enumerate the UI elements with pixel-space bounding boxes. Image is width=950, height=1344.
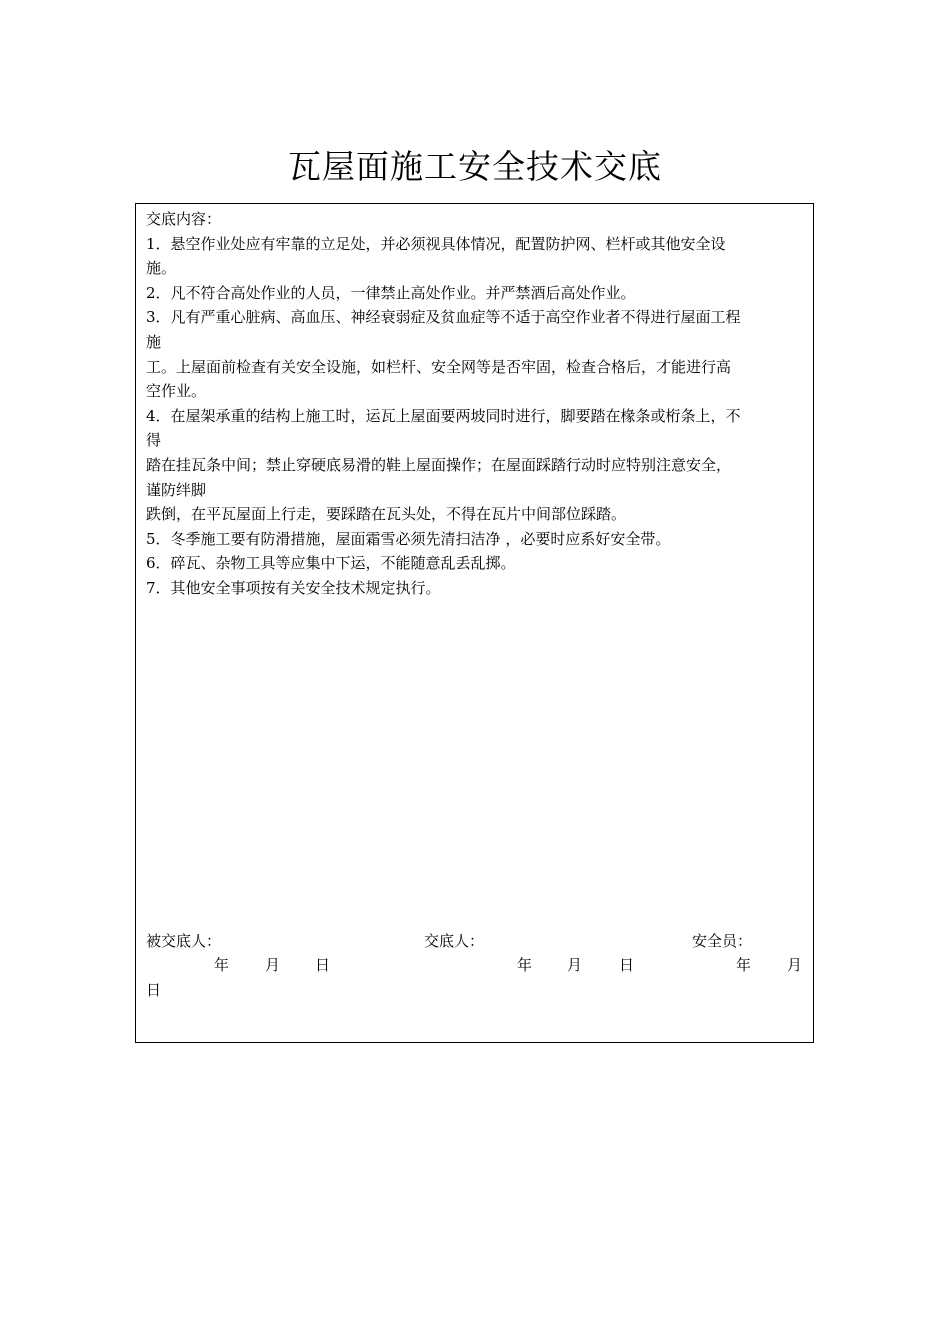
content-line: 踏在挂瓦条中间；禁止穿硬底易滑的鞋上屋面操作；在屋面踩踏行动时应特别注意安全， — [146, 455, 732, 474]
content-label: 交底内容： — [146, 210, 222, 228]
content-line: 2．凡不符合高处作业的人员，一律禁止高处作业。并严禁酒后高处作业。 — [146, 283, 636, 302]
safety-officer-label: 安全员： — [692, 932, 753, 950]
presenter-date-day: 日 — [619, 956, 635, 974]
content-line: 跌倒，在平瓦屋面上行走，要踩踏在瓦头处，不得在瓦片中间部位踩踏。 — [146, 505, 627, 524]
presenter-label: 交底人： — [424, 932, 485, 950]
content-line: 得 — [146, 431, 162, 450]
content-line: 施 — [146, 332, 162, 351]
content-body — [146, 207, 808, 601]
document-title: 瓦屋面施工安全技术交底 — [288, 147, 662, 186]
date-row — [146, 953, 808, 1003]
receiver-date-month: 月 — [265, 956, 281, 974]
content-line: 工。上屋面前检查有关安全设施，如栏杆、安全网等是否牢固，检查合格后，才能进行高 — [146, 357, 732, 376]
content-line: 谨防绊脚 — [146, 480, 207, 499]
content-line: 7．其他安全事项按有关安全技术规定执行。 — [146, 578, 441, 597]
content-line: 5．冬季施工要有防滑措施，屋面霜雪必须先清扫洁净 ，必要时应系好安全带。 — [146, 529, 671, 548]
safety-officer-date-month: 月 — [787, 956, 803, 974]
receiver-date-day: 日 — [315, 956, 331, 974]
presenter-date-month: 月 — [567, 956, 583, 974]
receiver-label: 被交底人： — [146, 932, 222, 950]
signature-row — [146, 929, 808, 953]
content-line: 3．凡有严重心脏病、高血压、神经衰弱症及贫血症等不适于高空作业者不得进行屋面工程 — [146, 308, 741, 327]
content-box — [135, 203, 814, 1043]
content-line: 1．悬空作业处应有牢靠的立足处，并必须视具体情况，配置防护网、栏杆或其他安全设 — [146, 234, 726, 253]
presenter-date-year: 年 — [517, 956, 533, 974]
content-line: 施。 — [146, 259, 177, 278]
content-line: 4．在屋架承重的结构上施工时，运瓦上屋面要两坡同时进行，脚要踏在椽条或桁条上，不 — [146, 406, 741, 425]
receiver-date-year: 年 — [214, 956, 230, 974]
safety-officer-date-day: 日 — [146, 981, 162, 999]
content-line: 6．碎瓦、杂物工具等应集中下运，不能随意乱丢乱掷。 — [146, 554, 516, 573]
safety-officer-date-year: 年 — [736, 956, 752, 974]
content-line: 空作业。 — [146, 382, 207, 401]
